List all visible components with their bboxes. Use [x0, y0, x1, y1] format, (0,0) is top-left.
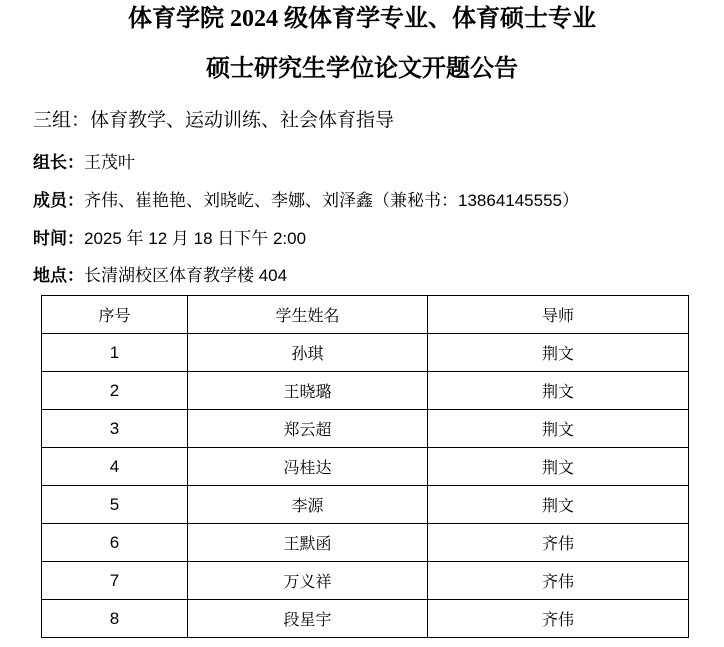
cell-number: 5 — [42, 486, 188, 524]
time-value: 2025 年 12 月 18 日下午 2:00 — [84, 229, 307, 248]
info-time — [33, 228, 306, 250]
table-row — [42, 486, 689, 524]
cell-number: 7 — [42, 562, 188, 600]
table-row — [42, 448, 689, 486]
members-value: 齐伟、崔艳艳、刘晓屹、李娜、刘泽鑫（兼秘书：13864145555） — [84, 191, 579, 210]
cell-student: 李源 — [188, 486, 428, 524]
cell-advisor: 荆文 — [428, 448, 689, 486]
student-table — [41, 295, 689, 638]
table-row — [42, 524, 689, 562]
table-row — [42, 410, 689, 448]
group-heading: 三组：体育教学、运动训练、社会体育指导 — [33, 109, 395, 131]
cell-number: 8 — [42, 600, 188, 638]
members-label: 成员： — [33, 191, 84, 210]
info-place — [33, 265, 287, 287]
cell-number: 3 — [42, 410, 188, 448]
cell-student: 王默函 — [188, 524, 428, 562]
cell-advisor: 荆文 — [428, 486, 689, 524]
cell-student: 孙琪 — [188, 334, 428, 372]
cell-student: 段星宇 — [188, 600, 428, 638]
place-value: 长清湖校区体育教学楼 404 — [84, 266, 288, 285]
info-members — [33, 190, 579, 212]
table-row — [42, 372, 689, 410]
header-student-name: 学生姓名 — [188, 296, 428, 334]
cell-advisor: 齐伟 — [428, 562, 689, 600]
time-label: 时间： — [33, 229, 84, 248]
cell-number: 1 — [42, 334, 188, 372]
cell-number: 6 — [42, 524, 188, 562]
cell-number: 2 — [42, 372, 188, 410]
table-row — [42, 600, 689, 638]
table-row — [42, 334, 689, 372]
cell-advisor: 荆文 — [428, 334, 689, 372]
cell-advisor: 齐伟 — [428, 524, 689, 562]
place-label: 地点： — [33, 266, 84, 285]
cell-student: 郑云超 — [188, 410, 428, 448]
cell-student: 王晓璐 — [188, 372, 428, 410]
leader-label: 组长： — [33, 153, 84, 172]
leader-value: 王茂叶 — [84, 153, 135, 172]
header-number: 序号 — [42, 296, 188, 334]
table-header-row — [42, 296, 689, 334]
header-advisor: 导师 — [428, 296, 689, 334]
table-row — [42, 562, 689, 600]
document-title-line-1: 体育学院 2024 级体育学专业、体育硕士专业 — [128, 6, 596, 32]
cell-advisor: 荆文 — [428, 410, 689, 448]
cell-student: 冯桂达 — [188, 448, 428, 486]
cell-advisor: 齐伟 — [428, 600, 689, 638]
document-title-line-2: 硕士研究生学位论文开题公告 — [206, 56, 518, 82]
cell-student: 万义祥 — [188, 562, 428, 600]
info-leader — [33, 152, 135, 174]
cell-number: 4 — [42, 448, 188, 486]
cell-advisor: 荆文 — [428, 372, 689, 410]
